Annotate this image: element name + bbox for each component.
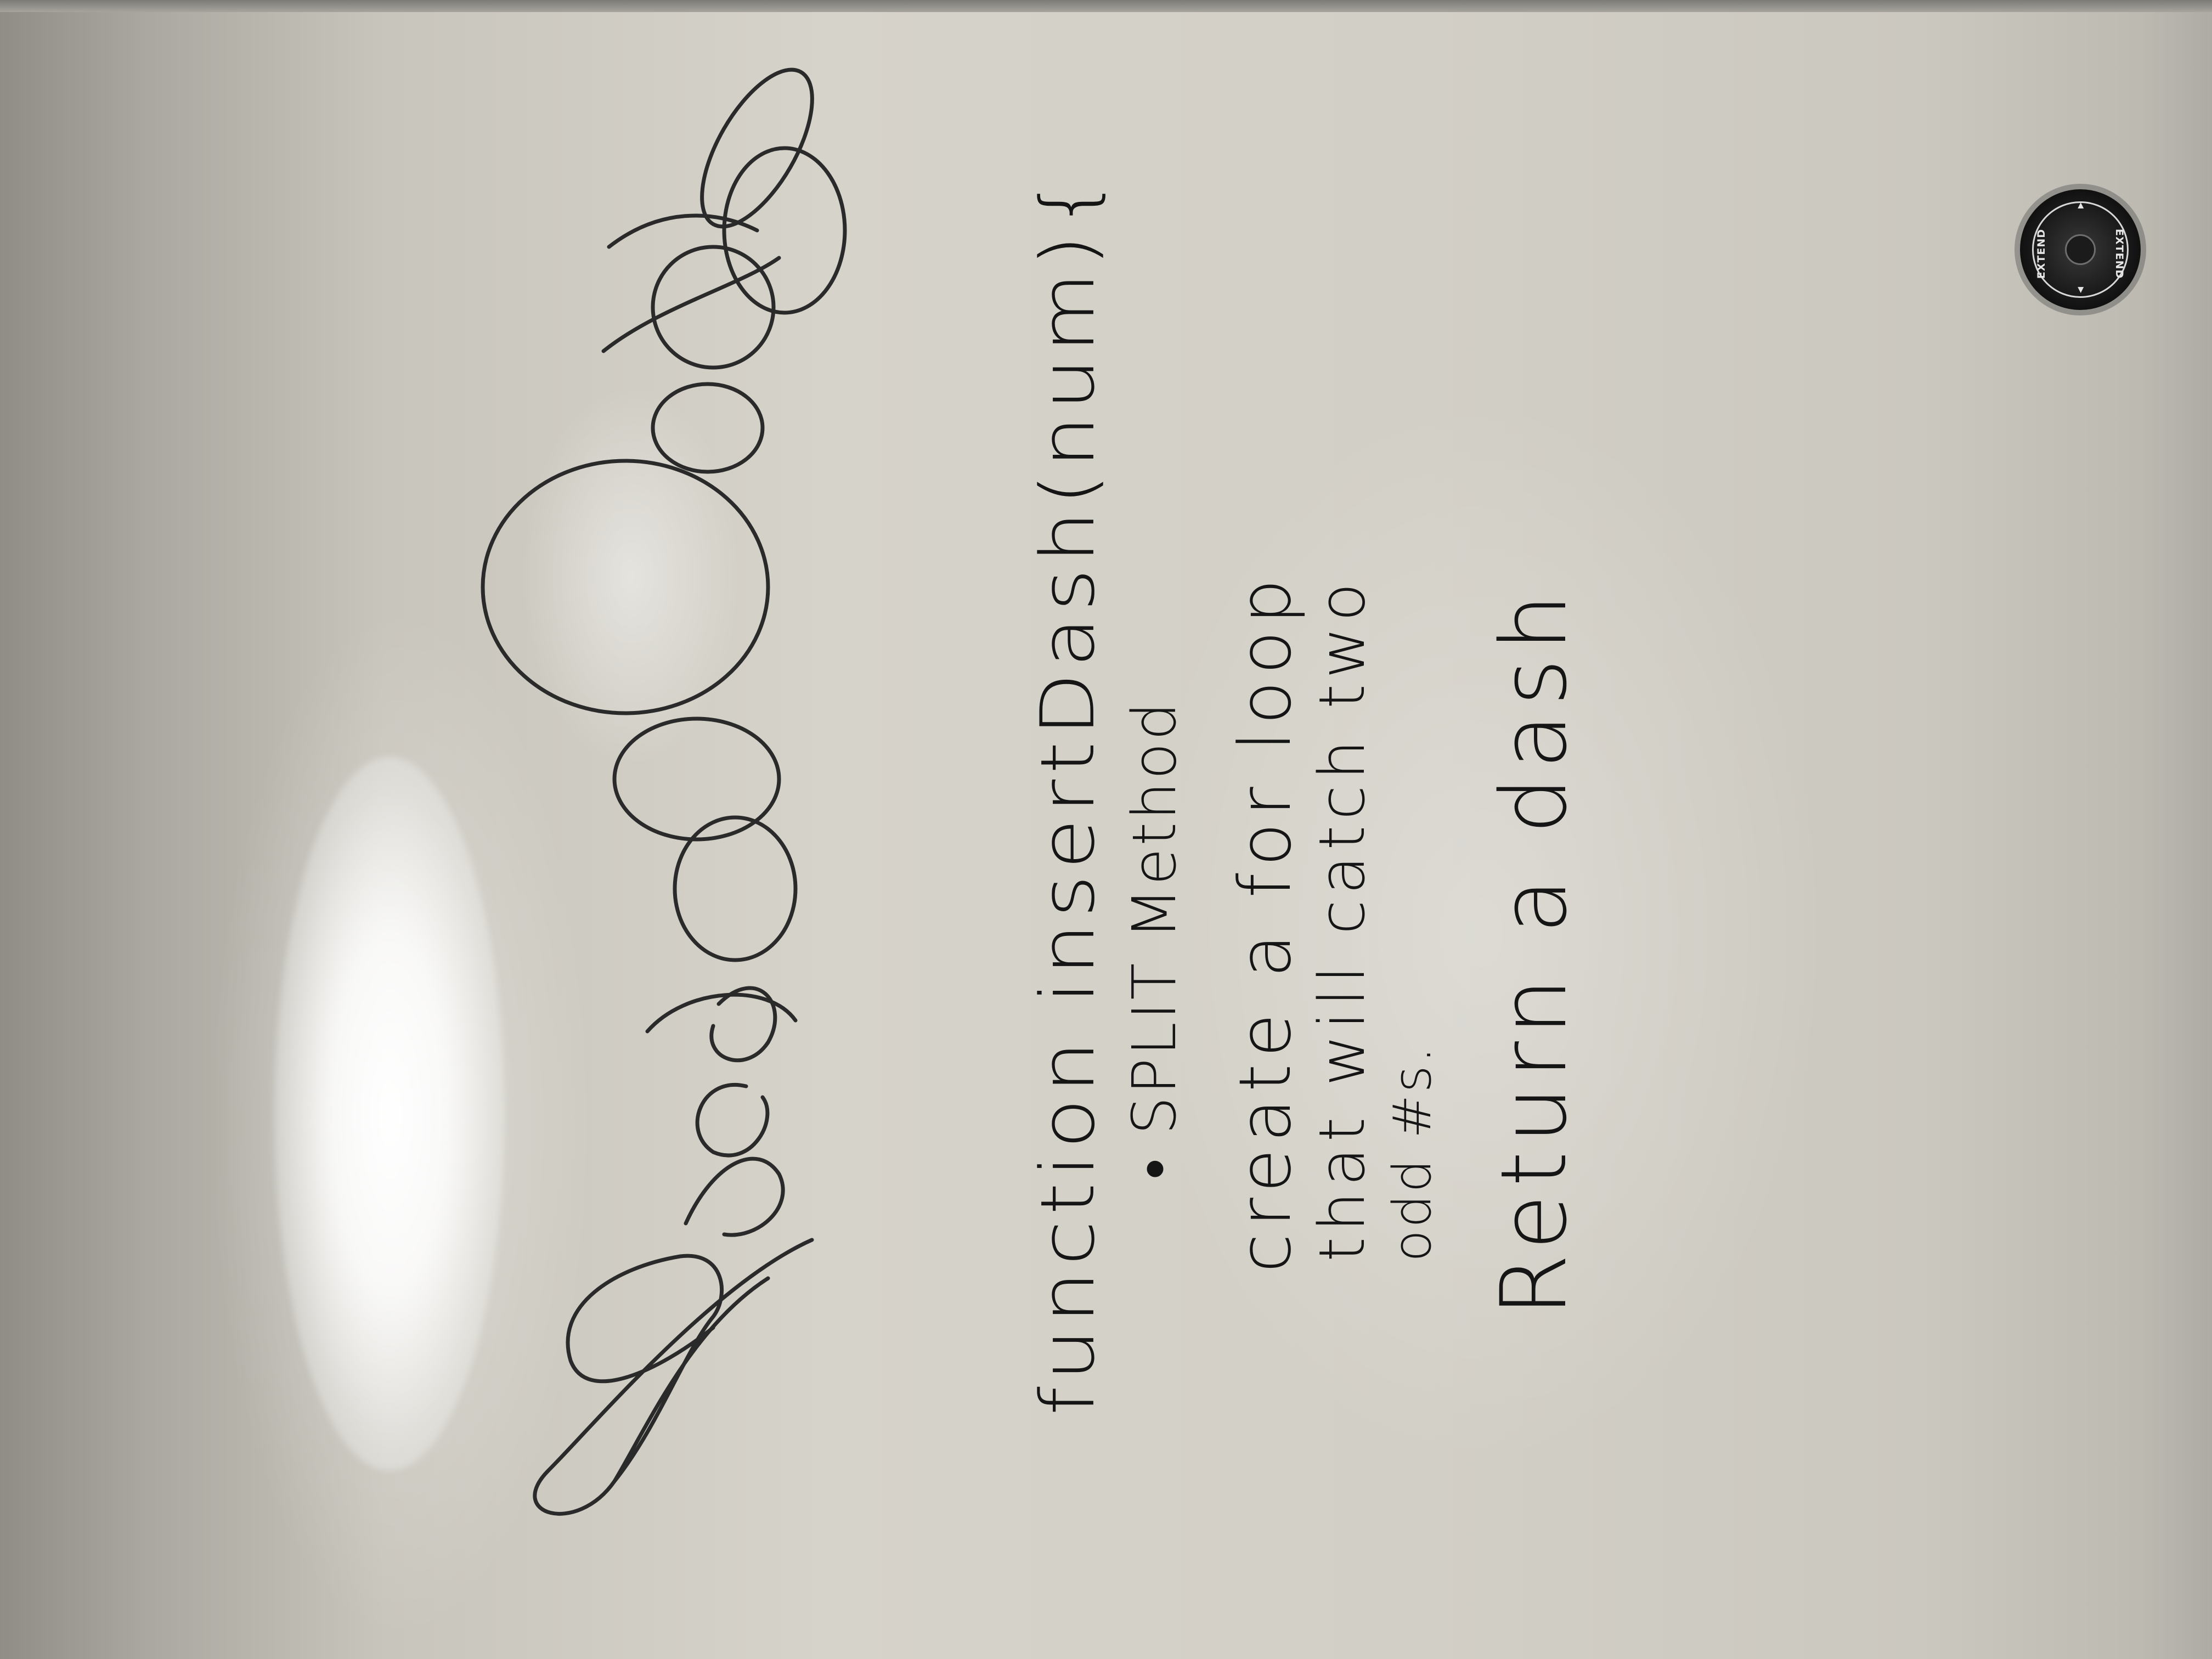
return-dash-line: Return a dash [1481, 586, 1587, 1317]
arrow-right-icon: ▸ [2074, 287, 2088, 294]
catch-two-line: that will catch two [1306, 577, 1379, 1262]
badge-label-top: EXTEND [2113, 229, 2125, 279]
badge-label-bottom: EXTEND [2035, 229, 2047, 279]
split-method-line: • SPLIT Method [1119, 699, 1189, 1180]
odd-numbers-line: odd #s. [1383, 1044, 1443, 1262]
badge-center [2065, 234, 2096, 265]
function-signature-line: function insertDash(num){ [1025, 171, 1111, 1415]
create-loop-line: create a for loop [1223, 572, 1307, 1273]
extend-magnet-icon [2020, 189, 2141, 310]
arrow-left-icon: ◂ [2074, 202, 2088, 209]
